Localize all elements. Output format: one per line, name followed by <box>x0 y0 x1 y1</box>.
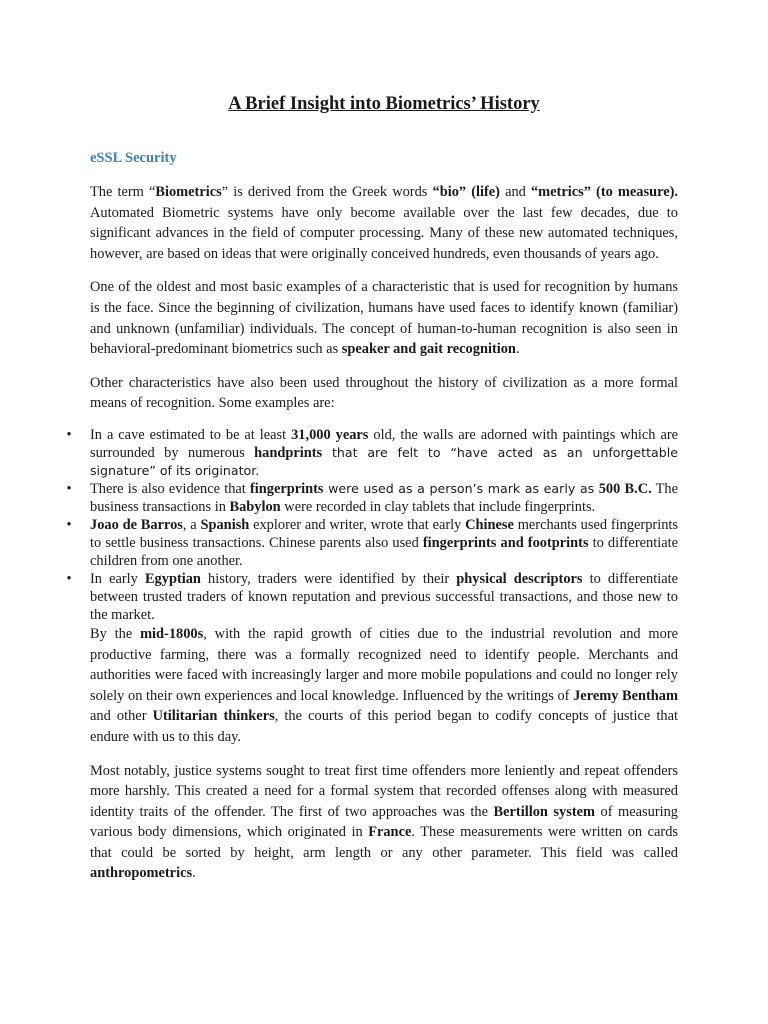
list-item: • There is also evidence that fingerprints were used as a person’s mark as early as 500 B.C. The business transactions in Babylon were recorded in clay tablets that include fingerprints. <box>90 480 678 516</box>
examples-list <box>66 426 679 624</box>
list-item: • In early Egyptian history, traders were identified by their physical descriptors to differentiate between trusted traders of known reputation and previous successful transactions, and those new to the market. <box>90 570 678 624</box>
bullet-icon: • <box>66 516 72 533</box>
paragraph-face-recognition: One of the oldest and most basic examples of a characteristic that is used for recognition by humans is the face. Since the beginning of civilization, humans have used faces to identify known (familiar) and unknown (unfamiliar) individuals. The concept of human-to-human recognition is also seen in behavioral-predominant biometrics such as speaker and gait recognition. <box>90 279 678 358</box>
bullet-icon: • <box>66 570 72 587</box>
paragraph-mid-1800s: By the mid-1800s, with the rapid growth of cities due to the industrial revolution and more productive farming, there was a formally recognized need to identify people. Merchants and authorities were faced with increasingly larger and more mobile populations and could no longer rely solely on their own experiences and local knowledge. Influenced by the writings of Jeremy Bentham and other Utilitarian thinkers, the courts of this period began to codify concepts of justice that endure with us to this day. <box>90 625 678 745</box>
list-item: • In a cave estimated to be at least 31,000 years old, the walls are adorned with paintings which are surrounded by numerous handprints that are felt to “have acted as an unforgettable signature” of its originator. <box>90 426 678 480</box>
paragraph-justice-systems: Most notably, justice systems sought to treat first time offenders more leniently and repeat offenders more harshly. This created a need for a formal system that recorded offenses along with measured identity traits of the offender. The first of two approaches was the Bertillon system of measuring various body dimensions, which originated in France. These measurements were written on cards that could be sorted by height, arm length or any other parameter. This field was called anthropometrics. <box>90 762 679 882</box>
list-item: • Joao de Barros, a Spanish explorer and writer, wrote that early Chinese merchants used fingerprints to settle business transactions. Chinese parents also used fingerprints and footprints to differentiate children from one another. <box>90 516 678 570</box>
bullet-icon: • <box>66 480 72 497</box>
bullet-icon: • <box>66 426 72 443</box>
document-body <box>66 182 679 897</box>
paragraph-intro: The term “Biometrics” is derived from the Greek words “bio” (life) and “metrics” (to measure). Automated Biometric systems have only become available over the last few decades, due to significant advances in the field of computer processing. Many of these new automated techniques, however, are based on ideas that were originally conceived hundreds, even thousands of years ago. <box>90 184 678 262</box>
document-title: A Brief Insight into Biometrics’ History <box>228 94 540 114</box>
document-subtitle: eSSL Security <box>90 150 177 166</box>
paragraph-examples-intro: Other characteristics have also been used throughout the history of civilization as a more formal means of recognition. Some examples are: <box>90 374 678 412</box>
